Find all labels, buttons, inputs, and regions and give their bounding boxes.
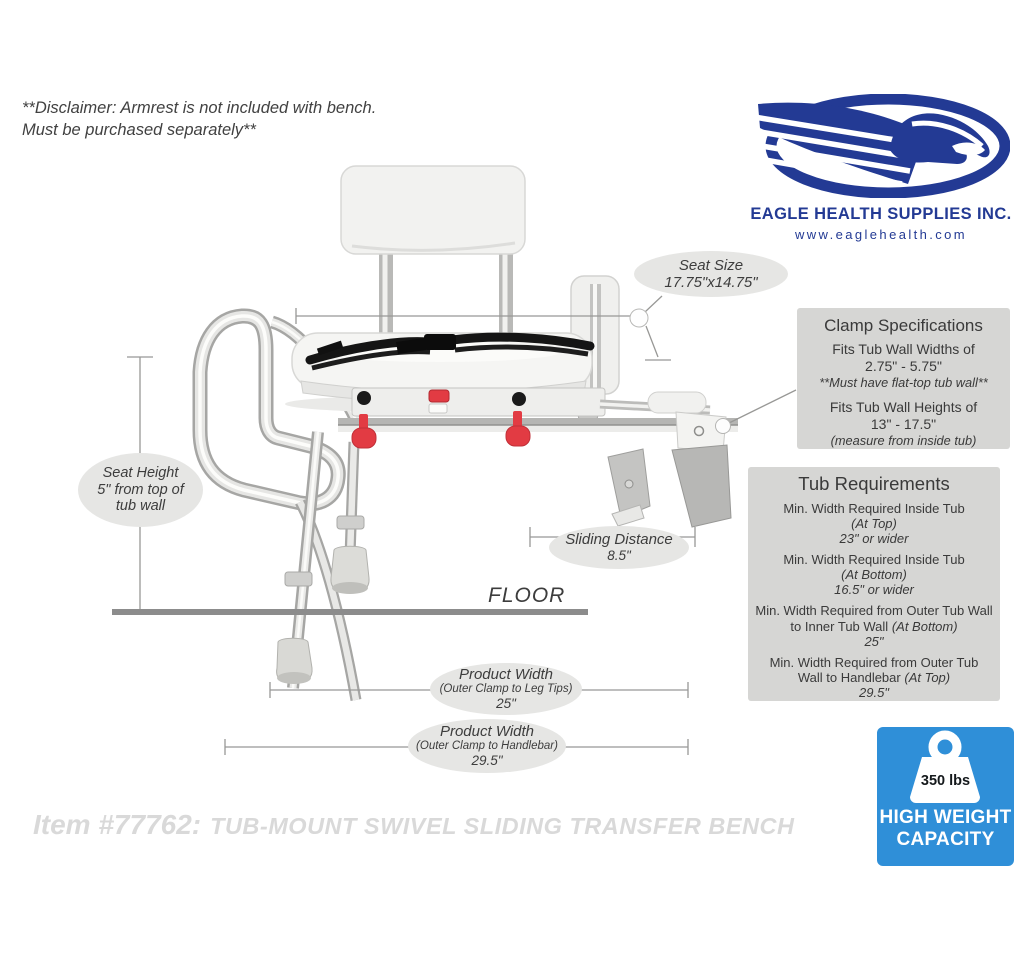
sliding-distance-label: Sliding Distance (565, 531, 673, 549)
pw-handlebar-label: Product Width (439, 723, 535, 741)
seat-height-line1: Seat Height (102, 465, 179, 482)
tub-requirement-item: Min. Width Required Inside Tub (At Top) 23" or wider (783, 501, 965, 547)
badge-line1: HIGH WEIGHT (879, 807, 1012, 828)
disclaimer-line1: **Disclaimer: Armrest is not included with bench. (22, 99, 377, 117)
pw-legs-sub: (Outer Clamp to Leg Tips) (439, 683, 573, 696)
brand-name: EAGLE HEALTH SUPPLIES INC. (750, 205, 1012, 223)
clamp-heights-note: (measure from inside tub) (830, 432, 977, 448)
backrest (341, 166, 525, 254)
tub-requirements-box (748, 467, 1000, 701)
brand-website: www.eaglehealth.com (794, 227, 968, 242)
item-name: TUB-MOUNT SWIVEL SLIDING TRANSFER BENCH (210, 813, 795, 839)
badge-line2: CAPACITY (896, 829, 995, 851)
sliding-distance-value: 8.5" (607, 548, 631, 564)
callout-sliding-distance (549, 526, 689, 569)
clamp-widths-label: Fits Tub Wall Widths of (832, 341, 975, 357)
pw-legs-value: 25" (496, 696, 516, 712)
callout-seat-size (634, 251, 788, 297)
clamp-specs-title: Clamp Specifications (824, 316, 983, 335)
pw-handlebar-value: 29.5" (471, 753, 503, 769)
clamp-heights-label: Fits Tub Wall Heights of (829, 398, 978, 415)
pw-legs-label: Product Width (458, 666, 554, 684)
pw-handlebar-sub: (Outer Clamp to Handlebar) (416, 740, 558, 753)
tub-requirement-item: Min. Width Required from Outer Tub Wall to Inner Tub Wall (At Bottom) 25" (755, 603, 993, 649)
callout-product-width-legs (430, 663, 582, 715)
item-number: Item #77762: (33, 809, 202, 840)
backrest-posts (379, 246, 513, 346)
weight-value: 350 lbs (920, 773, 971, 789)
tub-requirement-item: Min. Width Required Inside Tub (At Bottom) 16.5" or wider (783, 552, 965, 598)
weight-capacity-badge (877, 727, 1014, 866)
floor-line (112, 609, 588, 615)
tub-requirement-item: Min. Width Required from Outer Tub Wall to Handlebar (At Top) 29.5" (769, 654, 979, 700)
callout-seat-height (78, 453, 203, 527)
seat-size-value: 17.75"x14.75" (664, 274, 758, 291)
disclaimer-line2: Must be purchased separately** (22, 120, 256, 139)
floor-label: FLOOR (488, 584, 566, 607)
clamp-specs-box (797, 308, 1010, 449)
clamp-heights-value: 13" - 17.5" (870, 415, 937, 432)
clamp-widths-value: 2.75" - 5.75" (865, 357, 942, 374)
seat-height-line3: tub wall (115, 498, 166, 515)
weight-icon (877, 727, 1014, 807)
tub-requirements-title: Tub Requirements (798, 473, 950, 494)
callout-product-width-handlebar (408, 719, 566, 773)
clamp-widths-note: **Must have flat-top tub wall** (819, 374, 988, 390)
seat-height-line2: 5" from top of (97, 481, 184, 498)
item-title (33, 809, 833, 841)
seat-size-label: Seat Size (678, 256, 744, 274)
